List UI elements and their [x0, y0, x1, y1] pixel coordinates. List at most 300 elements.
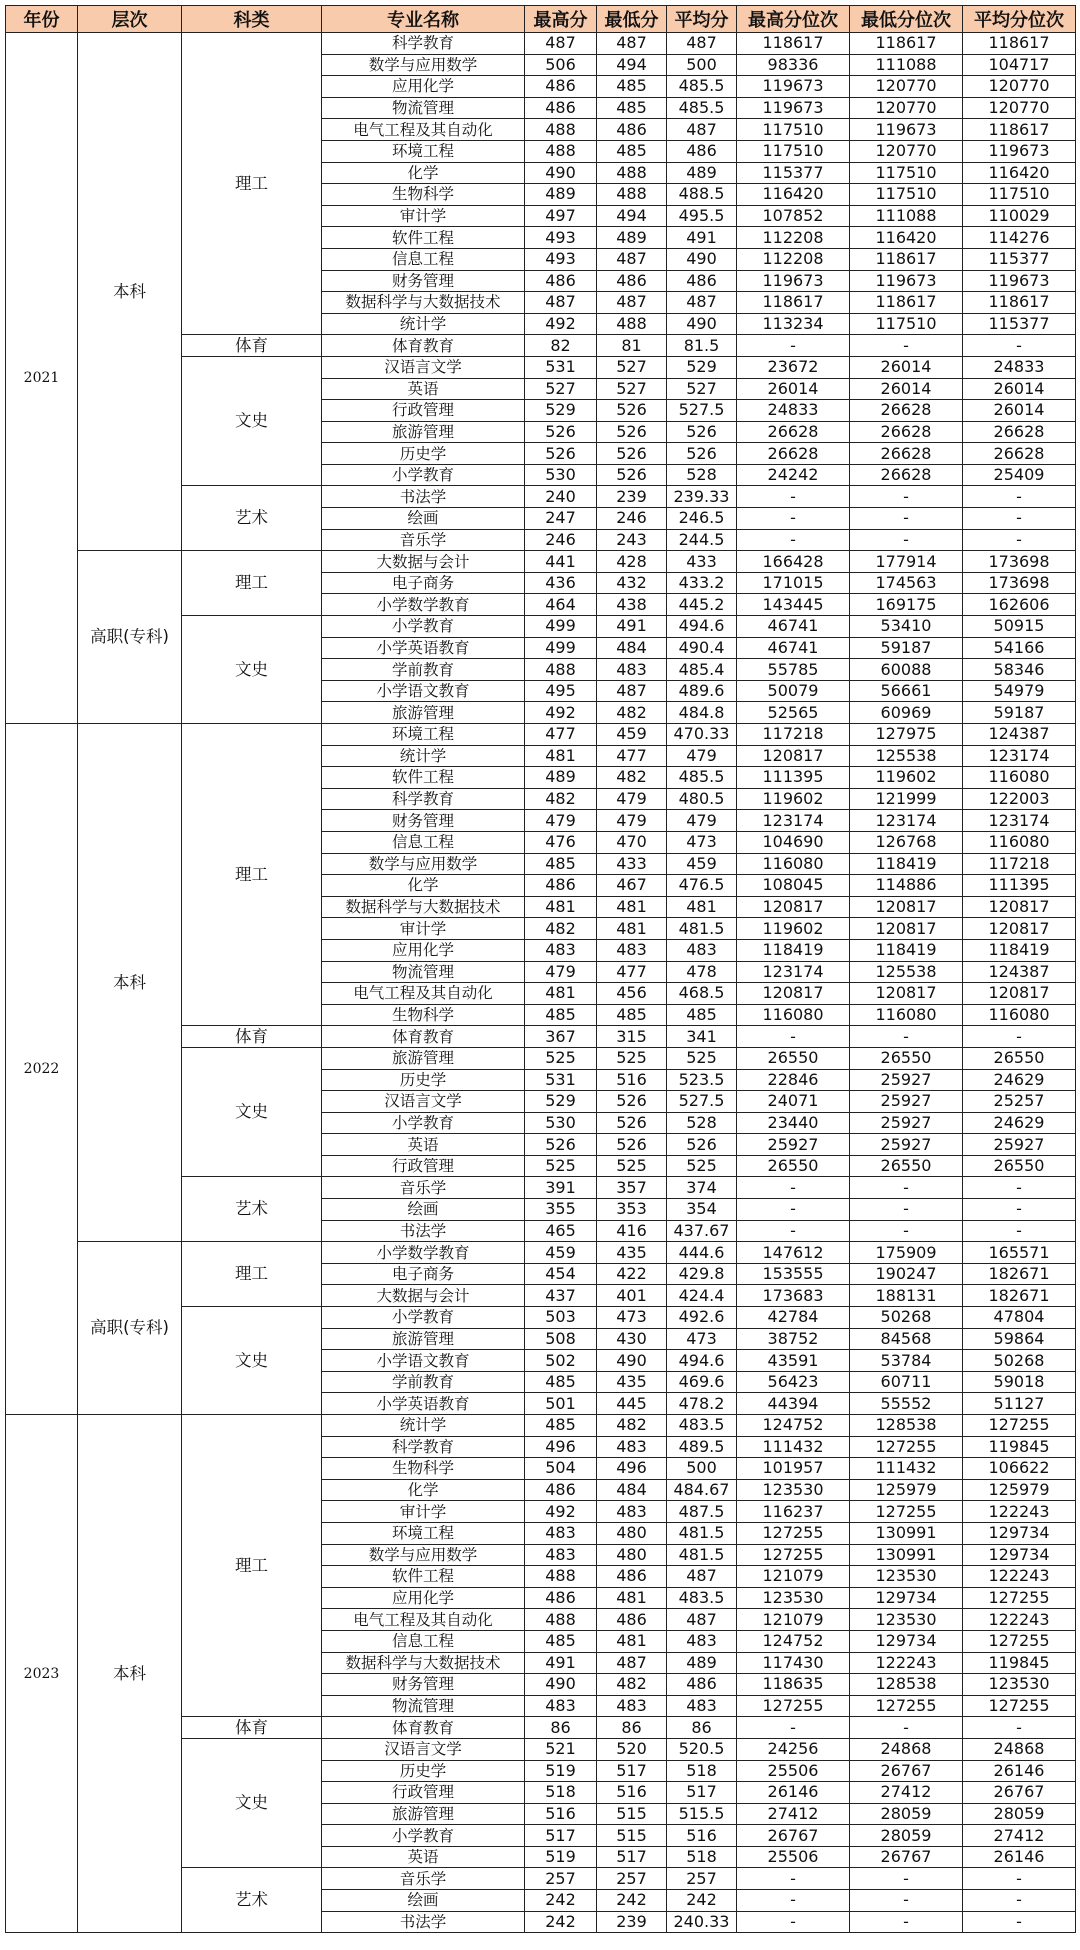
- major-cell: 小学教育: [322, 1112, 525, 1134]
- major-cell: 英语: [322, 1846, 525, 1868]
- avg-score-cell: 246.5: [667, 508, 737, 530]
- avg-score-cell: 495.5: [667, 205, 737, 227]
- max-rank-cell: 101957: [737, 1458, 850, 1480]
- min-rank-cell: 26628: [850, 464, 963, 486]
- avg-score-cell: 341: [667, 1026, 737, 1048]
- min-rank-cell: 111088: [850, 54, 963, 76]
- min-score-cell: 239: [597, 486, 667, 508]
- min-score-cell: 242: [597, 1890, 667, 1912]
- max-rank-cell: 124752: [737, 1415, 850, 1437]
- major-cell: 科学教育: [322, 1436, 525, 1458]
- major-cell: 汉语言文学: [322, 356, 525, 378]
- major-cell: 物流管理: [322, 961, 525, 983]
- max-score-cell: 488: [525, 119, 597, 141]
- max-rank-cell: 108045: [737, 875, 850, 897]
- min-rank-cell: 120817: [850, 983, 963, 1005]
- max-rank-cell: 26628: [737, 421, 850, 443]
- major-cell: 电子商务: [322, 1263, 525, 1285]
- min-score-cell: 488: [597, 184, 667, 206]
- min-score-cell: 485: [597, 97, 667, 119]
- min-rank-cell: -: [850, 335, 963, 357]
- avg-score-cell: 520.5: [667, 1738, 737, 1760]
- min-rank-cell: 120770: [850, 140, 963, 162]
- avg-rank-cell: 120817: [963, 896, 1076, 918]
- major-cell: 信息工程: [322, 1630, 525, 1652]
- avg-score-cell: 476.5: [667, 875, 737, 897]
- min-rank-cell: -: [850, 1026, 963, 1048]
- min-rank-cell: 24868: [850, 1738, 963, 1760]
- category-cell: 艺术: [182, 1177, 322, 1242]
- max-score-cell: 485: [525, 1004, 597, 1026]
- max-score-cell: 489: [525, 767, 597, 789]
- avg-rank-cell: 24868: [963, 1738, 1076, 1760]
- max-score-cell: 506: [525, 54, 597, 76]
- max-score-cell: 493: [525, 248, 597, 270]
- avg-rank-cell: 115377: [963, 248, 1076, 270]
- max-score-cell: 497: [525, 205, 597, 227]
- min-score-cell: 526: [597, 464, 667, 486]
- min-rank-cell: 60088: [850, 659, 963, 681]
- avg-rank-cell: 118419: [963, 939, 1076, 961]
- avg-rank-cell: 119845: [963, 1436, 1076, 1458]
- avg-rank-cell: 125979: [963, 1479, 1076, 1501]
- max-rank-cell: 119602: [737, 918, 850, 940]
- major-cell: 小学语文教育: [322, 1350, 525, 1372]
- min-score-cell: 482: [597, 702, 667, 724]
- avg-score-cell: 486: [667, 1674, 737, 1696]
- max-rank-cell: 26550: [737, 1047, 850, 1069]
- major-cell: 旅游管理: [322, 1803, 525, 1825]
- category-cell: 体育: [182, 1717, 322, 1739]
- avg-rank-cell: 115377: [963, 313, 1076, 335]
- max-rank-cell: 26146: [737, 1782, 850, 1804]
- avg-score-cell: 487: [667, 1566, 737, 1588]
- max-rank-cell: 104690: [737, 831, 850, 853]
- min-rank-cell: 174563: [850, 572, 963, 594]
- major-cell: 历史学: [322, 1760, 525, 1782]
- max-rank-cell: 153555: [737, 1263, 850, 1285]
- min-score-cell: 486: [597, 1609, 667, 1631]
- major-cell: 历史学: [322, 1069, 525, 1091]
- min-rank-cell: 26767: [850, 1760, 963, 1782]
- max-score-cell: 477: [525, 724, 597, 746]
- avg-score-cell: 489: [667, 162, 737, 184]
- min-score-cell: 526: [597, 421, 667, 443]
- min-rank-cell: -: [850, 1868, 963, 1890]
- avg-score-cell: 437.67: [667, 1220, 737, 1242]
- header-min-rank: 最低分位次: [850, 6, 963, 33]
- major-cell: 小学教育: [322, 616, 525, 638]
- min-score-cell: 520: [597, 1738, 667, 1760]
- avg-rank-cell: -: [963, 486, 1076, 508]
- max-rank-cell: 98336: [737, 54, 850, 76]
- major-cell: 小学数学教育: [322, 594, 525, 616]
- major-cell: 审计学: [322, 918, 525, 940]
- min-rank-cell: 60969: [850, 702, 963, 724]
- major-cell: 数学与应用数学: [322, 1544, 525, 1566]
- min-rank-cell: 123174: [850, 810, 963, 832]
- avg-score-cell: 481.5: [667, 1544, 737, 1566]
- max-score-cell: 491: [525, 1652, 597, 1674]
- header-max-score: 最高分: [525, 6, 597, 33]
- avg-rank-cell: 116080: [963, 1004, 1076, 1026]
- max-score-cell: 481: [525, 745, 597, 767]
- min-score-cell: 477: [597, 745, 667, 767]
- min-score-cell: 484: [597, 1479, 667, 1501]
- major-cell: 数据科学与大数据技术: [322, 292, 525, 314]
- min-score-cell: 487: [597, 248, 667, 270]
- major-cell: 绘画: [322, 508, 525, 530]
- min-score-cell: 473: [597, 1307, 667, 1329]
- major-cell: 数据科学与大数据技术: [322, 896, 525, 918]
- min-score-cell: 459: [597, 724, 667, 746]
- min-rank-cell: -: [850, 1717, 963, 1739]
- year-cell: 2021: [6, 33, 78, 724]
- min-rank-cell: 111432: [850, 1458, 963, 1480]
- max-score-cell: 526: [525, 421, 597, 443]
- max-rank-cell: 26767: [737, 1825, 850, 1847]
- header-year: 年份: [6, 6, 78, 33]
- avg-rank-cell: 122243: [963, 1501, 1076, 1523]
- min-rank-cell: 118617: [850, 33, 963, 55]
- min-rank-cell: 117510: [850, 162, 963, 184]
- avg-score-cell: 481.5: [667, 1522, 737, 1544]
- major-cell: 生物科学: [322, 1458, 525, 1480]
- avg-rank-cell: 129734: [963, 1544, 1076, 1566]
- min-rank-cell: 28059: [850, 1825, 963, 1847]
- max-score-cell: 490: [525, 1674, 597, 1696]
- max-score-cell: 530: [525, 1112, 597, 1134]
- min-rank-cell: -: [850, 1911, 963, 1933]
- min-score-cell: 481: [597, 918, 667, 940]
- min-rank-cell: 130991: [850, 1544, 963, 1566]
- min-rank-cell: 117510: [850, 313, 963, 335]
- major-cell: 科学教育: [322, 33, 525, 55]
- min-score-cell: 487: [597, 33, 667, 55]
- max-rank-cell: 111432: [737, 1436, 850, 1458]
- min-score-cell: 428: [597, 551, 667, 573]
- major-cell: 小学教育: [322, 1307, 525, 1329]
- max-score-cell: 483: [525, 1522, 597, 1544]
- min-score-cell: 481: [597, 1630, 667, 1652]
- major-cell: 书法学: [322, 1220, 525, 1242]
- major-cell: 绘画: [322, 1199, 525, 1221]
- min-score-cell: 479: [597, 788, 667, 810]
- min-score-cell: 480: [597, 1544, 667, 1566]
- min-rank-cell: 188131: [850, 1285, 963, 1307]
- major-cell: 统计学: [322, 313, 525, 335]
- min-rank-cell: 130991: [850, 1522, 963, 1544]
- avg-rank-cell: 50915: [963, 616, 1076, 638]
- min-rank-cell: 121999: [850, 788, 963, 810]
- min-rank-cell: -: [850, 529, 963, 551]
- min-score-cell: 483: [597, 939, 667, 961]
- min-score-cell: 490: [597, 1350, 667, 1372]
- avg-score-cell: 490: [667, 313, 737, 335]
- min-rank-cell: 129734: [850, 1630, 963, 1652]
- max-rank-cell: 26014: [737, 378, 850, 400]
- min-rank-cell: 26550: [850, 1047, 963, 1069]
- max-score-cell: 526: [525, 443, 597, 465]
- max-rank-cell: 23440: [737, 1112, 850, 1134]
- min-rank-cell: 25927: [850, 1091, 963, 1113]
- min-rank-cell: 169175: [850, 594, 963, 616]
- avg-score-cell: 527: [667, 378, 737, 400]
- avg-rank-cell: 127255: [963, 1415, 1076, 1437]
- max-rank-cell: 120817: [737, 983, 850, 1005]
- max-rank-cell: 115377: [737, 162, 850, 184]
- major-cell: 审计学: [322, 205, 525, 227]
- major-cell: 行政管理: [322, 1155, 525, 1177]
- max-rank-cell: 113234: [737, 313, 850, 335]
- max-score-cell: 242: [525, 1890, 597, 1912]
- major-cell: 审计学: [322, 1501, 525, 1523]
- max-score-cell: 529: [525, 1091, 597, 1113]
- max-score-cell: 459: [525, 1242, 597, 1264]
- min-score-cell: 486: [597, 1566, 667, 1588]
- max-score-cell: 246: [525, 529, 597, 551]
- min-score-cell: 487: [597, 1652, 667, 1674]
- category-cell: 理工: [182, 33, 322, 335]
- max-score-cell: 486: [525, 1479, 597, 1501]
- max-rank-cell: 119673: [737, 270, 850, 292]
- min-score-cell: 516: [597, 1782, 667, 1804]
- min-rank-cell: 28059: [850, 1803, 963, 1825]
- max-rank-cell: 116080: [737, 1004, 850, 1026]
- max-rank-cell: -: [737, 1911, 850, 1933]
- header-major: 专业名称: [322, 6, 525, 33]
- avg-score-cell: 526: [667, 443, 737, 465]
- avg-score-cell: 481.5: [667, 918, 737, 940]
- max-score-cell: 242: [525, 1911, 597, 1933]
- max-rank-cell: 143445: [737, 594, 850, 616]
- avg-rank-cell: -: [963, 1717, 1076, 1739]
- avg-score-cell: 481: [667, 896, 737, 918]
- major-cell: 书法学: [322, 1911, 525, 1933]
- header-row: [6, 6, 1076, 33]
- max-rank-cell: 25506: [737, 1846, 850, 1868]
- max-score-cell: 517: [525, 1825, 597, 1847]
- avg-score-cell: 518: [667, 1846, 737, 1868]
- major-cell: 汉语言文学: [322, 1738, 525, 1760]
- min-rank-cell: 118617: [850, 248, 963, 270]
- avg-score-cell: 485.5: [667, 767, 737, 789]
- max-rank-cell: 112208: [737, 248, 850, 270]
- max-rank-cell: 120817: [737, 745, 850, 767]
- max-score-cell: 481: [525, 896, 597, 918]
- avg-rank-cell: 26550: [963, 1047, 1076, 1069]
- max-score-cell: 504: [525, 1458, 597, 1480]
- avg-rank-cell: 127255: [963, 1695, 1076, 1717]
- max-score-cell: 526: [525, 1134, 597, 1156]
- category-cell: 文史: [182, 1047, 322, 1177]
- avg-rank-cell: 54979: [963, 680, 1076, 702]
- avg-score-cell: 374: [667, 1177, 737, 1199]
- max-rank-cell: 52565: [737, 702, 850, 724]
- max-score-cell: 501: [525, 1393, 597, 1415]
- min-score-cell: 487: [597, 292, 667, 314]
- avg-score-cell: 444.6: [667, 1242, 737, 1264]
- avg-rank-cell: 127255: [963, 1587, 1076, 1609]
- major-cell: 电气工程及其自动化: [322, 1609, 525, 1631]
- max-score-cell: 519: [525, 1760, 597, 1782]
- avg-score-cell: 486: [667, 270, 737, 292]
- max-score-cell: 521: [525, 1738, 597, 1760]
- max-score-cell: 481: [525, 983, 597, 1005]
- min-rank-cell: 120770: [850, 76, 963, 98]
- avg-score-cell: 473: [667, 1328, 737, 1350]
- major-cell: 科学教育: [322, 788, 525, 810]
- max-score-cell: 488: [525, 1566, 597, 1588]
- avg-score-cell: 485.5: [667, 97, 737, 119]
- max-rank-cell: -: [737, 1220, 850, 1242]
- max-rank-cell: 56423: [737, 1371, 850, 1393]
- max-rank-cell: -: [737, 1177, 850, 1199]
- max-score-cell: 437: [525, 1285, 597, 1307]
- major-cell: 财务管理: [322, 1674, 525, 1696]
- table-row: [6, 724, 1076, 746]
- max-rank-cell: 166428: [737, 551, 850, 573]
- avg-score-cell: 490.4: [667, 637, 737, 659]
- header-max-rank: 最高分位次: [737, 6, 850, 33]
- major-cell: 旅游管理: [322, 702, 525, 724]
- max-rank-cell: 120817: [737, 896, 850, 918]
- avg-rank-cell: 118617: [963, 292, 1076, 314]
- avg-score-cell: 86: [667, 1717, 737, 1739]
- max-score-cell: 499: [525, 616, 597, 638]
- avg-score-cell: 487: [667, 33, 737, 55]
- min-rank-cell: 26014: [850, 356, 963, 378]
- min-score-cell: 483: [597, 1501, 667, 1523]
- avg-score-cell: 486: [667, 140, 737, 162]
- min-score-cell: 357: [597, 1177, 667, 1199]
- min-score-cell: 246: [597, 508, 667, 530]
- min-score-cell: 482: [597, 1415, 667, 1437]
- avg-score-cell: 354: [667, 1199, 737, 1221]
- avg-score-cell: 468.5: [667, 983, 737, 1005]
- avg-rank-cell: 26767: [963, 1782, 1076, 1804]
- min-score-cell: 494: [597, 54, 667, 76]
- min-score-cell: 526: [597, 1134, 667, 1156]
- min-score-cell: 401: [597, 1285, 667, 1307]
- avg-rank-cell: -: [963, 1890, 1076, 1912]
- max-score-cell: 495: [525, 680, 597, 702]
- avg-rank-cell: 25927: [963, 1134, 1076, 1156]
- max-score-cell: 86: [525, 1717, 597, 1739]
- min-rank-cell: 118617: [850, 292, 963, 314]
- major-cell: 应用化学: [322, 1587, 525, 1609]
- avg-score-cell: 240.33: [667, 1911, 737, 1933]
- min-score-cell: 481: [597, 896, 667, 918]
- min-score-cell: 496: [597, 1458, 667, 1480]
- min-score-cell: 435: [597, 1371, 667, 1393]
- year-cell: 2023: [6, 1415, 78, 1933]
- max-rank-cell: -: [737, 529, 850, 551]
- max-score-cell: 496: [525, 1436, 597, 1458]
- avg-score-cell: 478.2: [667, 1393, 737, 1415]
- min-score-cell: 483: [597, 659, 667, 681]
- min-score-cell: 485: [597, 1004, 667, 1026]
- max-score-cell: 531: [525, 356, 597, 378]
- avg-rank-cell: 124387: [963, 961, 1076, 983]
- min-rank-cell: 26550: [850, 1155, 963, 1177]
- max-score-cell: 485: [525, 1371, 597, 1393]
- avg-rank-cell: 173698: [963, 572, 1076, 594]
- avg-score-cell: 489.5: [667, 1436, 737, 1458]
- avg-rank-cell: 59187: [963, 702, 1076, 724]
- avg-rank-cell: 119673: [963, 270, 1076, 292]
- max-score-cell: 482: [525, 788, 597, 810]
- avg-score-cell: 490: [667, 248, 737, 270]
- min-rank-cell: 26767: [850, 1846, 963, 1868]
- avg-score-cell: 81.5: [667, 335, 737, 357]
- avg-rank-cell: 182671: [963, 1263, 1076, 1285]
- avg-score-cell: 487: [667, 119, 737, 141]
- max-rank-cell: 147612: [737, 1242, 850, 1264]
- header-level: 层次: [78, 6, 182, 33]
- major-cell: 信息工程: [322, 831, 525, 853]
- major-cell: 环境工程: [322, 140, 525, 162]
- major-cell: 应用化学: [322, 939, 525, 961]
- category-cell: 艺术: [182, 1868, 322, 1933]
- max-score-cell: 503: [525, 1307, 597, 1329]
- min-score-cell: 526: [597, 400, 667, 422]
- max-rank-cell: 117218: [737, 724, 850, 746]
- max-score-cell: 441: [525, 551, 597, 573]
- major-cell: 环境工程: [322, 724, 525, 746]
- min-rank-cell: 125538: [850, 745, 963, 767]
- avg-score-cell: 528: [667, 464, 737, 486]
- min-score-cell: 488: [597, 162, 667, 184]
- avg-score-cell: 528: [667, 1112, 737, 1134]
- max-rank-cell: 107852: [737, 205, 850, 227]
- avg-score-cell: 483: [667, 939, 737, 961]
- avg-score-cell: 483.5: [667, 1587, 737, 1609]
- avg-rank-cell: 26628: [963, 421, 1076, 443]
- avg-rank-cell: 26628: [963, 443, 1076, 465]
- max-score-cell: 240: [525, 486, 597, 508]
- avg-score-cell: 469.6: [667, 1371, 737, 1393]
- avg-rank-cell: 120770: [963, 76, 1076, 98]
- max-rank-cell: 112208: [737, 227, 850, 249]
- min-score-cell: 435: [597, 1242, 667, 1264]
- max-rank-cell: 117430: [737, 1652, 850, 1674]
- max-score-cell: 486: [525, 270, 597, 292]
- min-score-cell: 515: [597, 1825, 667, 1847]
- min-rank-cell: 119673: [850, 119, 963, 141]
- avg-rank-cell: 122003: [963, 788, 1076, 810]
- avg-rank-cell: 120817: [963, 918, 1076, 940]
- max-score-cell: 486: [525, 875, 597, 897]
- max-rank-cell: 118617: [737, 292, 850, 314]
- min-rank-cell: 120817: [850, 918, 963, 940]
- min-rank-cell: 26628: [850, 421, 963, 443]
- max-rank-cell: 123530: [737, 1479, 850, 1501]
- max-score-cell: 499: [525, 637, 597, 659]
- max-rank-cell: 27412: [737, 1803, 850, 1825]
- max-score-cell: 391: [525, 1177, 597, 1199]
- avg-score-cell: 485.5: [667, 76, 737, 98]
- min-score-cell: 86: [597, 1717, 667, 1739]
- major-cell: 数学与应用数学: [322, 54, 525, 76]
- min-rank-cell: 120817: [850, 896, 963, 918]
- min-score-cell: 432: [597, 572, 667, 594]
- max-rank-cell: 25506: [737, 1760, 850, 1782]
- max-rank-cell: 123174: [737, 961, 850, 983]
- min-rank-cell: 25927: [850, 1069, 963, 1091]
- max-rank-cell: 25927: [737, 1134, 850, 1156]
- min-rank-cell: 27412: [850, 1782, 963, 1804]
